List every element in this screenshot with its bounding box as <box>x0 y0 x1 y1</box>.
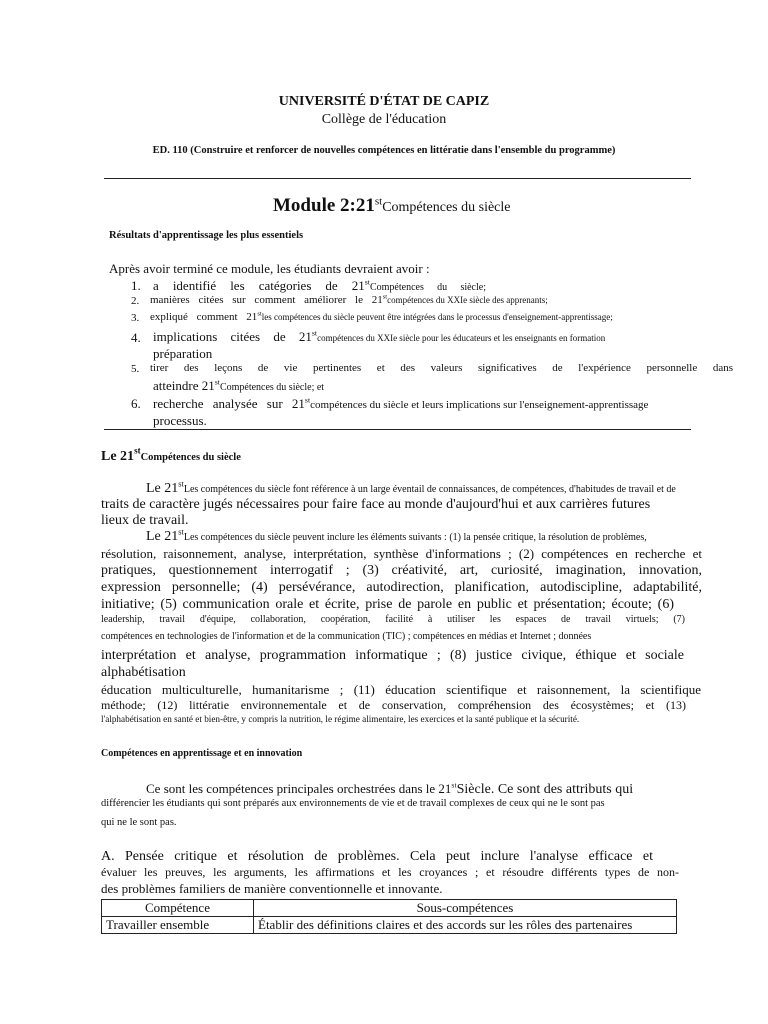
paragraph-line: évaluer les preuves, les arguments, les affirmations et les croyances ; et résoudre différents types de non- <box>101 865 679 879</box>
table-header-cell: Sous-compétences <box>254 900 677 917</box>
paragraph-line: méthode; (12) littératie environnementale et de conservation, compréhension des écosystèmes; et (13) <box>101 698 686 712</box>
outcome-item: implications citées de 21stcompétences du XXIe siècle pour les éducateurs et les enseignants en formation <box>153 328 606 344</box>
outcome-item: expliqué comment 21stles compétences du siècle peuvent être intégrées dans le processus d'enseignement-apprentissage; <box>150 310 613 323</box>
paragraph-line: qui ne le sont pas. <box>101 817 177 828</box>
table-header-row <box>102 900 677 917</box>
section-heading: Compétences en apprentissage et en innovation <box>101 748 303 759</box>
paragraph-line: l'alphabétisation en santé et bien-être, y compris la nutrition, le régime alimentaire, les exercices et la santé publique et la sécurité. <box>101 714 580 724</box>
table-header-cell: Compétence <box>102 900 254 917</box>
paragraph-line: Ce sont les compétences principales orchestrées dans le 21stSiècle. Ce sont des attributs qui <box>146 780 634 797</box>
course-title: ED. 110 (Construire et renforcer de nouvelles compétences en littératie dans l'ensemble du programme) <box>152 145 616 156</box>
table-cell: Établir des définitions claires et des accords sur les rôles des partenaires <box>254 917 677 934</box>
outcome-number: 6. <box>131 396 141 411</box>
section-heading: Le 21stCompétences du siècle <box>101 445 241 464</box>
outcome-number: 1. <box>131 278 141 293</box>
paragraph-line: interprétation et analyse, programmation informatique ; (8) justice civique, éthique et sociale <box>101 648 684 663</box>
paragraph-line: leadership, travail d'équipe, collaboration, coopération, facilité à utiliser les espaces de travail virtuels; (7) <box>101 614 685 625</box>
paragraph-line: initiative; (5) communication orale et écrite, prise de parole en public et présentation; écoute; (6) <box>101 597 674 612</box>
paragraph-line: A. Pensée critique et résolution de problèmes. Cela peut inclure l'analyse efficace et <box>101 849 653 864</box>
paragraph-line: résolution, raisonnement, analyse, interprétation, synthèse d'informations ; (2) compétences en recherche et <box>101 546 702 561</box>
paragraph-line: alphabétisation <box>101 665 186 680</box>
table-row <box>102 917 677 934</box>
table-cell: Travailler ensemble <box>102 917 254 934</box>
module-title: Module 2:21stCompétences du siècle <box>273 195 511 216</box>
outcomes-heading: Résultats d'apprentissage les plus essentiels <box>109 230 304 241</box>
paragraph-line: pratiques, questionnement interrogatif ; (3) créativité, art, curiosité, imagination, innovation, <box>101 563 702 578</box>
outcome-continuation: processus. <box>153 413 207 428</box>
outcomes-intro: Après avoir terminé ce module, les étudiants devraient avoir : <box>109 261 430 276</box>
paragraph-line: lieux de travail. <box>101 513 189 528</box>
outcome-item: tirer des leçons de vie pertinentes et des valeurs significatives de l'expérience personnelle dans <box>150 362 733 374</box>
paragraph-line: Le 21stLes compétences du siècle peuvent inclure les éléments suivants : (1) la pensée critique, la résolution de problèmes, <box>146 527 647 544</box>
university-name: UNIVERSITÉ D'ÉTAT DE CAPIZ <box>278 94 490 109</box>
outcome-continuation: atteindre 21stCompétences du siècle; et <box>153 377 325 393</box>
paragraph-line: Le 21stLes compétences du siècle font référence à un large éventail de connaissances, de compétences, d'habitudes de travail et de <box>146 479 676 496</box>
college-name: Collège de l'éducation <box>321 112 447 127</box>
outcome-number: 4. <box>131 330 141 345</box>
paragraph-line: éducation multiculturelle, humanitarisme ; (11) éducation scientifique et raisonnement, la scientifique <box>101 682 701 697</box>
paragraph-line: expression personnelle; (4) persévérance, autodirection, planification, autodiscipline, adaptabilité, <box>101 580 702 595</box>
paragraph-line: compétences en technologies de l'information et de la communication (TIC) ; compétences en médias et Internet ; données <box>101 631 592 642</box>
paragraph-line: traits de caractère jugés nécessaires pour faire face au monde d'aujourd'hui et aux carrières futures <box>101 497 651 512</box>
outcome-continuation: préparation <box>153 346 213 361</box>
header-divider <box>104 178 691 179</box>
outcome-number: 3. <box>131 312 140 324</box>
outcomes-divider <box>104 429 691 430</box>
outcome-item: a identifié les catégories de 21stCompétences du siècle; <box>153 277 486 293</box>
outcome-item: recherche analysée sur 21stcompétences du siècle et leurs implications sur l'enseignement-apprentissage <box>153 395 649 411</box>
paragraph-line: des problèmes familiers de manière conventionnelle et innovante. <box>101 881 443 896</box>
outcome-item: manières citées sur comment améliorer le 21stcompétences du XXIe siècle des apprenants; <box>150 293 548 306</box>
outcome-number: 5. <box>131 363 140 375</box>
competence-table <box>101 899 677 934</box>
paragraph-line: différencier les étudiants qui sont préparés aux environnements de vie et de travail complexes de ceux qui ne le sont pas <box>101 798 605 809</box>
outcome-number: 2. <box>131 295 140 307</box>
